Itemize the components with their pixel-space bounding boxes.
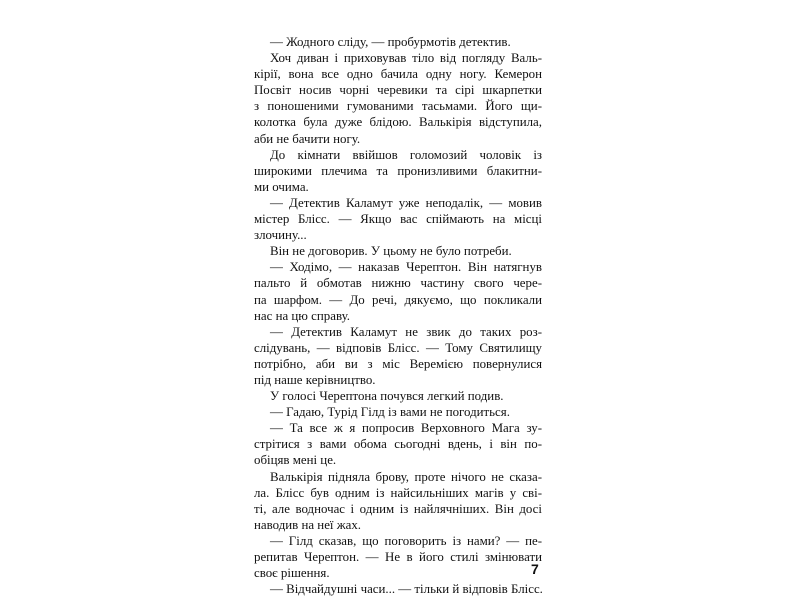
text-line: — Та все ж я попросив Верховного Мага зу- (270, 421, 542, 436)
text-line: наводив на неї жах. (254, 517, 362, 532)
text-line: ла. Блісс був одним із найсильніших магів у сві- (254, 485, 542, 500)
text-line: своє рішення. (254, 566, 330, 581)
text-line: У голосі Черептона почувся легкий подив. (270, 389, 504, 404)
text-line: нас на цю справу. (254, 308, 350, 323)
text-line: кірії, вона все одно бачила одну ногу. Кемерон (254, 67, 542, 82)
text-line: стрітися з вами обома сьогодні вдень, і він по- (254, 437, 542, 452)
text-line: з поношеними гумованими тасьмами. Його щи- (254, 99, 542, 114)
text-line: слідувань, — відповів Блісс. — Тому Святилищу (254, 340, 542, 355)
text-line: До кімнати ввійшов голомозий чоловік із (270, 147, 542, 162)
text-line: Валькірія підняла брову, проте нічого не сказа- (270, 469, 542, 484)
text-line: — Гілд сказав, що поговорить із нами? — пе- (270, 533, 542, 548)
text-line: Він не договорив. У цьому не було потреби. (270, 244, 512, 259)
text-line: містер Блісс. — Якщо вас спіймають на місці (254, 212, 542, 227)
text-line: аби не бачити ногу. (254, 131, 361, 146)
text-line: ми очима. (254, 179, 309, 194)
text-line: обіцяв мені це. (254, 453, 337, 468)
text-line: під наше керівництво. (254, 372, 376, 387)
text-line: па шарфом. — До речі, дякуємо, що покликали (254, 292, 542, 307)
text-line: — Ходімо, — наказав Черептон. Він натягнув (270, 260, 542, 275)
page-body-text (254, 34, 542, 597)
text-line: колотка була дуже блідою. Валькірія відступила, (254, 115, 542, 130)
text-line: репитав Черептон. — Не в його стилі змінювати (254, 550, 542, 564)
text-line: — Детектив Каламут уже неподалік, — мовив (270, 195, 542, 210)
text-line: ті, але водночас і одним із найлячніших. Він досі (254, 501, 542, 516)
text-line: пальто й обмотав нижню частину свого чере- (254, 276, 542, 291)
text-line: — Гадаю, Турід Гілд із вами не погодиться. (270, 405, 510, 420)
text-line: потрібно, аби ви з міс Веремією повернулися (254, 356, 542, 371)
text-line: Посвіт носив чорні черевики та сірі шкарпетки (254, 83, 542, 98)
text-line: Хоч диван і приховував тіло від погляду Валь- (270, 51, 542, 66)
text-line: злочину... (254, 228, 307, 243)
page-number: 7 (531, 561, 539, 577)
text-line: — Відчайдушні часи... — тільки й відповів Блісс. (270, 582, 543, 597)
text-line: широкими плечима та пронизливими блакитни- (254, 163, 542, 178)
text-line: — Жодного сліду, — пробурмотів детектив. (270, 35, 511, 49)
text-line: — Детектив Каламут не звик до таких роз- (270, 324, 542, 339)
